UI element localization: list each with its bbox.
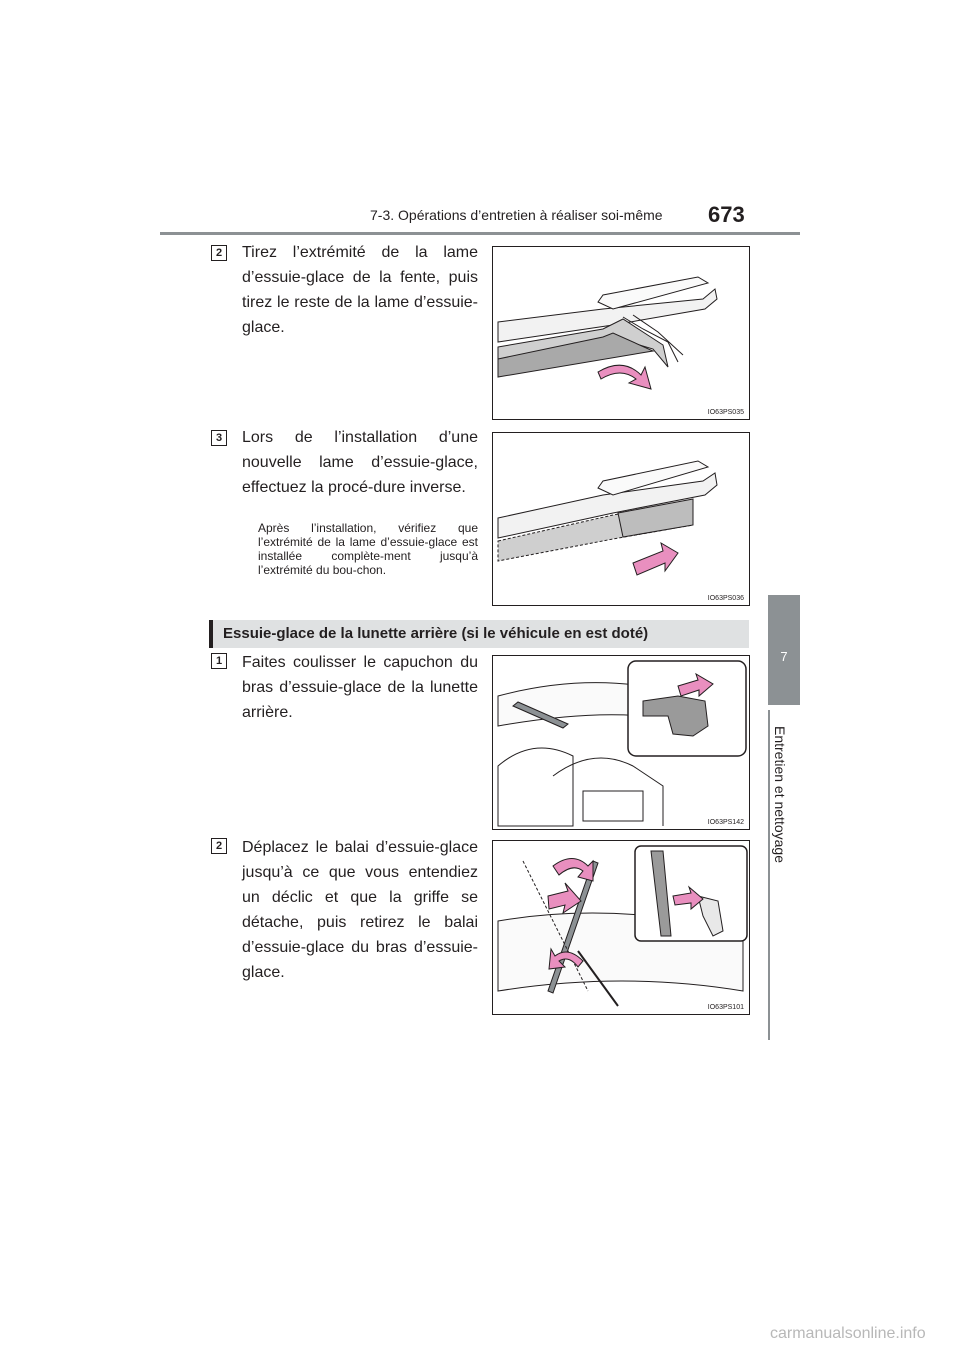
step-text: Faites coulisser le capuchon du bras d’essuie-glace de la lunette arrière. [242, 654, 478, 721]
note-text: Après l’installation, vérifiez que l’extrémité de la lame d’essuie-glace est installée complète-ment jusqu’à l’extrémité du bou-chon. [258, 521, 478, 577]
chapter-number: 7 [780, 649, 788, 664]
step-badge: 2 [211, 838, 227, 854]
chapter-title: Entretien et nettoyage [772, 726, 788, 863]
figure-rear-wiper-blade-removal [492, 840, 750, 1015]
figure-code: IO63PS101 [707, 1004, 744, 1011]
figure-wiper-blade-install [492, 432, 750, 606]
page-number: 673 [708, 202, 745, 227]
figure-code: IO63PS036 [707, 595, 744, 602]
section-title: Essuie-glace de la lunette arrière (si le véhicule en est doté) [223, 625, 649, 642]
figure-code: IO63PS035 [707, 409, 744, 416]
chapter-section-title: 7-3. Opérations d’entretien à réaliser soi-même [370, 207, 663, 223]
step-badge: 1 [211, 653, 227, 669]
step-text: Déplacez le balai d’essuie-glace jusqu’à ce que vous entendiez un déclic et que la griffe se détache, puis retirez le balai d’essuie-glace du bras d’essuie-glace. [242, 839, 478, 981]
step-text: Tirez l’extrémité de la lame d’essuie-glace de la fente, puis tirez le reste de la lame d’essuie-glace. [242, 244, 478, 336]
figure-code: IO63PS142 [707, 819, 744, 826]
step-badge: 2 [211, 245, 227, 261]
chapter-title-tab [768, 710, 800, 1040]
rear-wiper-blade-removal-illustration [493, 841, 749, 1014]
figure-wiper-blade-removal [492, 246, 750, 420]
step-badge: 3 [211, 430, 227, 446]
watermark: carmanualsonline.info [770, 1325, 926, 1342]
chapter-tab [768, 595, 800, 705]
figure-rear-wiper-cap [492, 655, 750, 830]
header-divider [160, 232, 800, 235]
section-header [209, 620, 749, 648]
step-text: Lors de l’installation d’une nouvelle lame d’essuie-glace, effectuez la procé-dure inverse. [242, 429, 478, 496]
wiper-blade-install-illustration [493, 433, 749, 605]
wiper-blade-removal-illustration [493, 247, 749, 419]
rear-wiper-cap-illustration [493, 656, 749, 829]
